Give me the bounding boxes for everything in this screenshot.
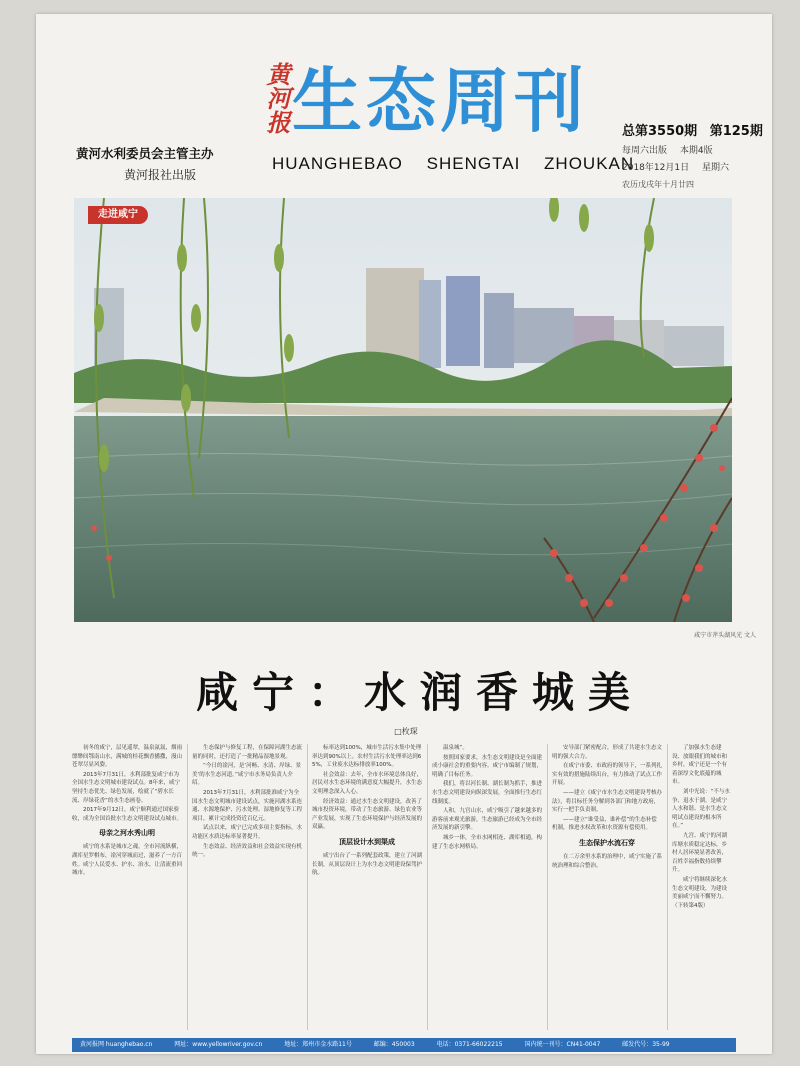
- article-column: [192, 744, 302, 1034]
- paragraph: 2013年7月31日，水利部批复咸宁市为全国水生态文明城市建设试点。8年来，咸宁坚持生态优先、绿色发展，绘就了“碧水长流、岸绿花香”的水生态画卷。: [72, 771, 181, 804]
- lake-cityscape-image: [74, 198, 732, 622]
- paragraph: 初冬的咸宁，层见遥翠，温泉氤氲，烟雨缥缈间鄂南山水，满城的桂花飘香播撒，漫山苍翠尽显风姿。: [72, 745, 182, 769]
- paragraph: 生态效益、经济效益和社会效益实现有机统一。: [192, 843, 302, 859]
- lunar-date: 农历戊戌年十月廿四: [622, 180, 694, 189]
- weekday: 星期六: [701, 163, 729, 173]
- paragraph: 生态保护与修复工程，在保障河湖生态流量的同时，还打造了一批精品湿地景观。: [192, 745, 302, 760]
- schedule: 每周六出版: [622, 146, 668, 156]
- paragraph: 咸宁将继续深化水生态文明建设，为建设美丽咸宁而不懈努力。（下转第4版）: [672, 876, 728, 909]
- footer-item: 国内统一刊号：CN41-0047: [524, 1041, 601, 1048]
- paragraph: 经济效益：通过水生态文明建设，改善了城市投资环境，带动了生态旅游、绿色农业等产业发展，实现了生态环境保护与经济发展的双赢。: [312, 798, 422, 831]
- section-tag: 走进咸宁: [88, 206, 148, 224]
- issue-info: [622, 120, 772, 190]
- paragraph: 九宫、咸宁的河湖库塘水质稳定达标，乡村人居环境显著改善，百姓幸福指数持续攀升。: [672, 832, 728, 874]
- lead-photo: [74, 198, 732, 622]
- article-column: [72, 744, 182, 1034]
- article-byline: □枚琛: [394, 727, 418, 736]
- footer-bar: [72, 1038, 736, 1052]
- masthead-pinyin: [272, 154, 635, 180]
- footer-item: 邮发代号：35-99: [622, 1041, 670, 1048]
- article-column: [552, 744, 662, 1034]
- footer-item: 邮编：450003: [373, 1041, 415, 1048]
- paragraph: 刘中光说：“不与水争、退水于湖。是咸宁人水和谐、是水生态文明试点建设的根本所在。”: [672, 788, 730, 830]
- pinyin-word: ZHOUKAN: [544, 154, 635, 173]
- issue-numbers: [622, 120, 772, 139]
- paragraph: 咸宁出台了一系列配套政策，建立了河湖长制，从顶层设计上为水生态文明建设保驾护航。: [312, 852, 422, 877]
- issue-date: 2018年12月1日: [622, 163, 690, 173]
- subheading: 母亲之河水秀山明: [99, 829, 155, 838]
- paragraph: 在二万余里水系的治理中，咸宁实施了系统治理和综合整治。: [552, 853, 662, 869]
- paragraph: ——建立《咸宁市水生态文明建设考核办法》，将目标任务分解到各部门和地方政府，实行一把手负责制。: [552, 789, 662, 814]
- column-divider: [667, 744, 668, 1030]
- paragraph: 安导部门紧密配合，形成了共建水生态文明的强大合力。: [552, 745, 662, 760]
- newspaper-logo-script: 黄河报: [262, 62, 291, 134]
- publisher-line: 黄河水利委员会主管主办: [76, 146, 214, 161]
- subheading: 顶层设计水到渠成: [339, 837, 395, 846]
- paragraph: 社会效益：去年，全市水环境总体良好，居民对水生态环境的满意度大幅提升，水生态文明理念深入人心。: [312, 771, 422, 795]
- paragraph: 按照国家要求，水生态文明建设是全面建成小康社会的重要内容。咸宁市编制了规划，明确了目标任务。: [432, 754, 542, 778]
- issue-total: 总第3550期: [622, 124, 698, 139]
- footer-item: 地址：郑州市金水路11号: [284, 1041, 352, 1048]
- article-headline: 咸宁：水润香城美: [196, 668, 645, 717]
- date-line: [622, 160, 772, 173]
- paragraph: 2017年9月12日，咸宁顺利通过国家验收，成为全国首批水生态文明建设试点城市。: [72, 807, 182, 822]
- column-divider: [427, 744, 428, 1030]
- article-column: [432, 744, 542, 1034]
- masthead: [36, 14, 772, 196]
- schedule-line: [622, 143, 772, 156]
- subheading: 生态保护水流石穿: [579, 838, 635, 847]
- column-divider: [187, 744, 188, 1030]
- photo-caption: 咸宁市斧头湖风光 文人: [694, 632, 756, 639]
- footer-item: 电话：0371-66022215: [436, 1041, 503, 1048]
- press-line: 黄河报社出版: [124, 168, 197, 182]
- paragraph: 在咸宁市委、市政府的领导下，一系列扎实有效的措施陆续出台，有力推动了试点工作开展。: [552, 763, 662, 787]
- footer-item: 网址：www.yellowriver.gov.cn: [174, 1041, 263, 1048]
- paragraph: 人和，九宫山水，咸宁吸引了越来越多的游客前来观光旅游，生态旅游已经成为全市经济发展的新引擎。: [432, 808, 542, 832]
- column-divider: [547, 744, 548, 1030]
- page-count: 本期4版: [679, 146, 713, 156]
- paragraph: 城乡一体，全市水网相连、湖库相通，构建了生态水网格局。: [432, 834, 542, 850]
- paragraph: 标率达到100%，城市生活污水集中处理率达到90%以上。农村生活污水处理率达到65%，工业废水达标排放率100%。: [312, 745, 422, 769]
- paragraph: 2013年7月31日，水利部批准咸宁为全国水生态文明城市建设试点，实施河湖水系连通、水源地保护、污水处理、湿地修复等工程项目，累计完成投资近百亿元。: [192, 789, 302, 822]
- article-column: [312, 744, 422, 1034]
- paragraph: “今日的淦河，是‘河畅、水清、岸绿、景美’的水生态河道。”咸宁市水务局负责人介绍。: [192, 763, 302, 787]
- pinyin-word: SHENGTAI: [426, 154, 521, 173]
- pinyin-word: HUANGHEBAO: [272, 154, 403, 173]
- column-divider: [307, 744, 308, 1030]
- paragraph: 温泉城”。: [443, 745, 468, 751]
- article-body: [72, 744, 732, 1034]
- paragraph: 咸宁的水系是城市之魂。全市河流纵横，湖库星罗棋布，淦河穿城而过，滋养了一方百姓。咸宁人民爱水、护水、治水，让清流重回城市。: [72, 844, 182, 877]
- paragraph: ——建立“谁受益、谁补偿”的生态补偿机制，推进水权改革和水资源有偿使用。: [552, 816, 657, 832]
- masthead-title: 生态周刊: [292, 60, 588, 142]
- article-column: [672, 744, 732, 1034]
- issue-number: 第125期: [709, 124, 763, 139]
- paragraph: 我们，将以河长制、湖长制为抓手，推进水生态文明建设向纵深发展，全面推行生态红线制度。: [432, 781, 542, 805]
- newspaper-page: [36, 14, 772, 1054]
- paragraph: 了加强水生态建设、放眼我们的城市和乡村，咸宁还是一个有着深厚文化底蕴的城市。: [672, 745, 728, 786]
- footer-item: 黄河报网 huanghebao.cn: [80, 1041, 153, 1048]
- paragraph: 试点以来，咸宁已完成多项主要指标，水功能区水质达标率显著提升。: [192, 825, 302, 840]
